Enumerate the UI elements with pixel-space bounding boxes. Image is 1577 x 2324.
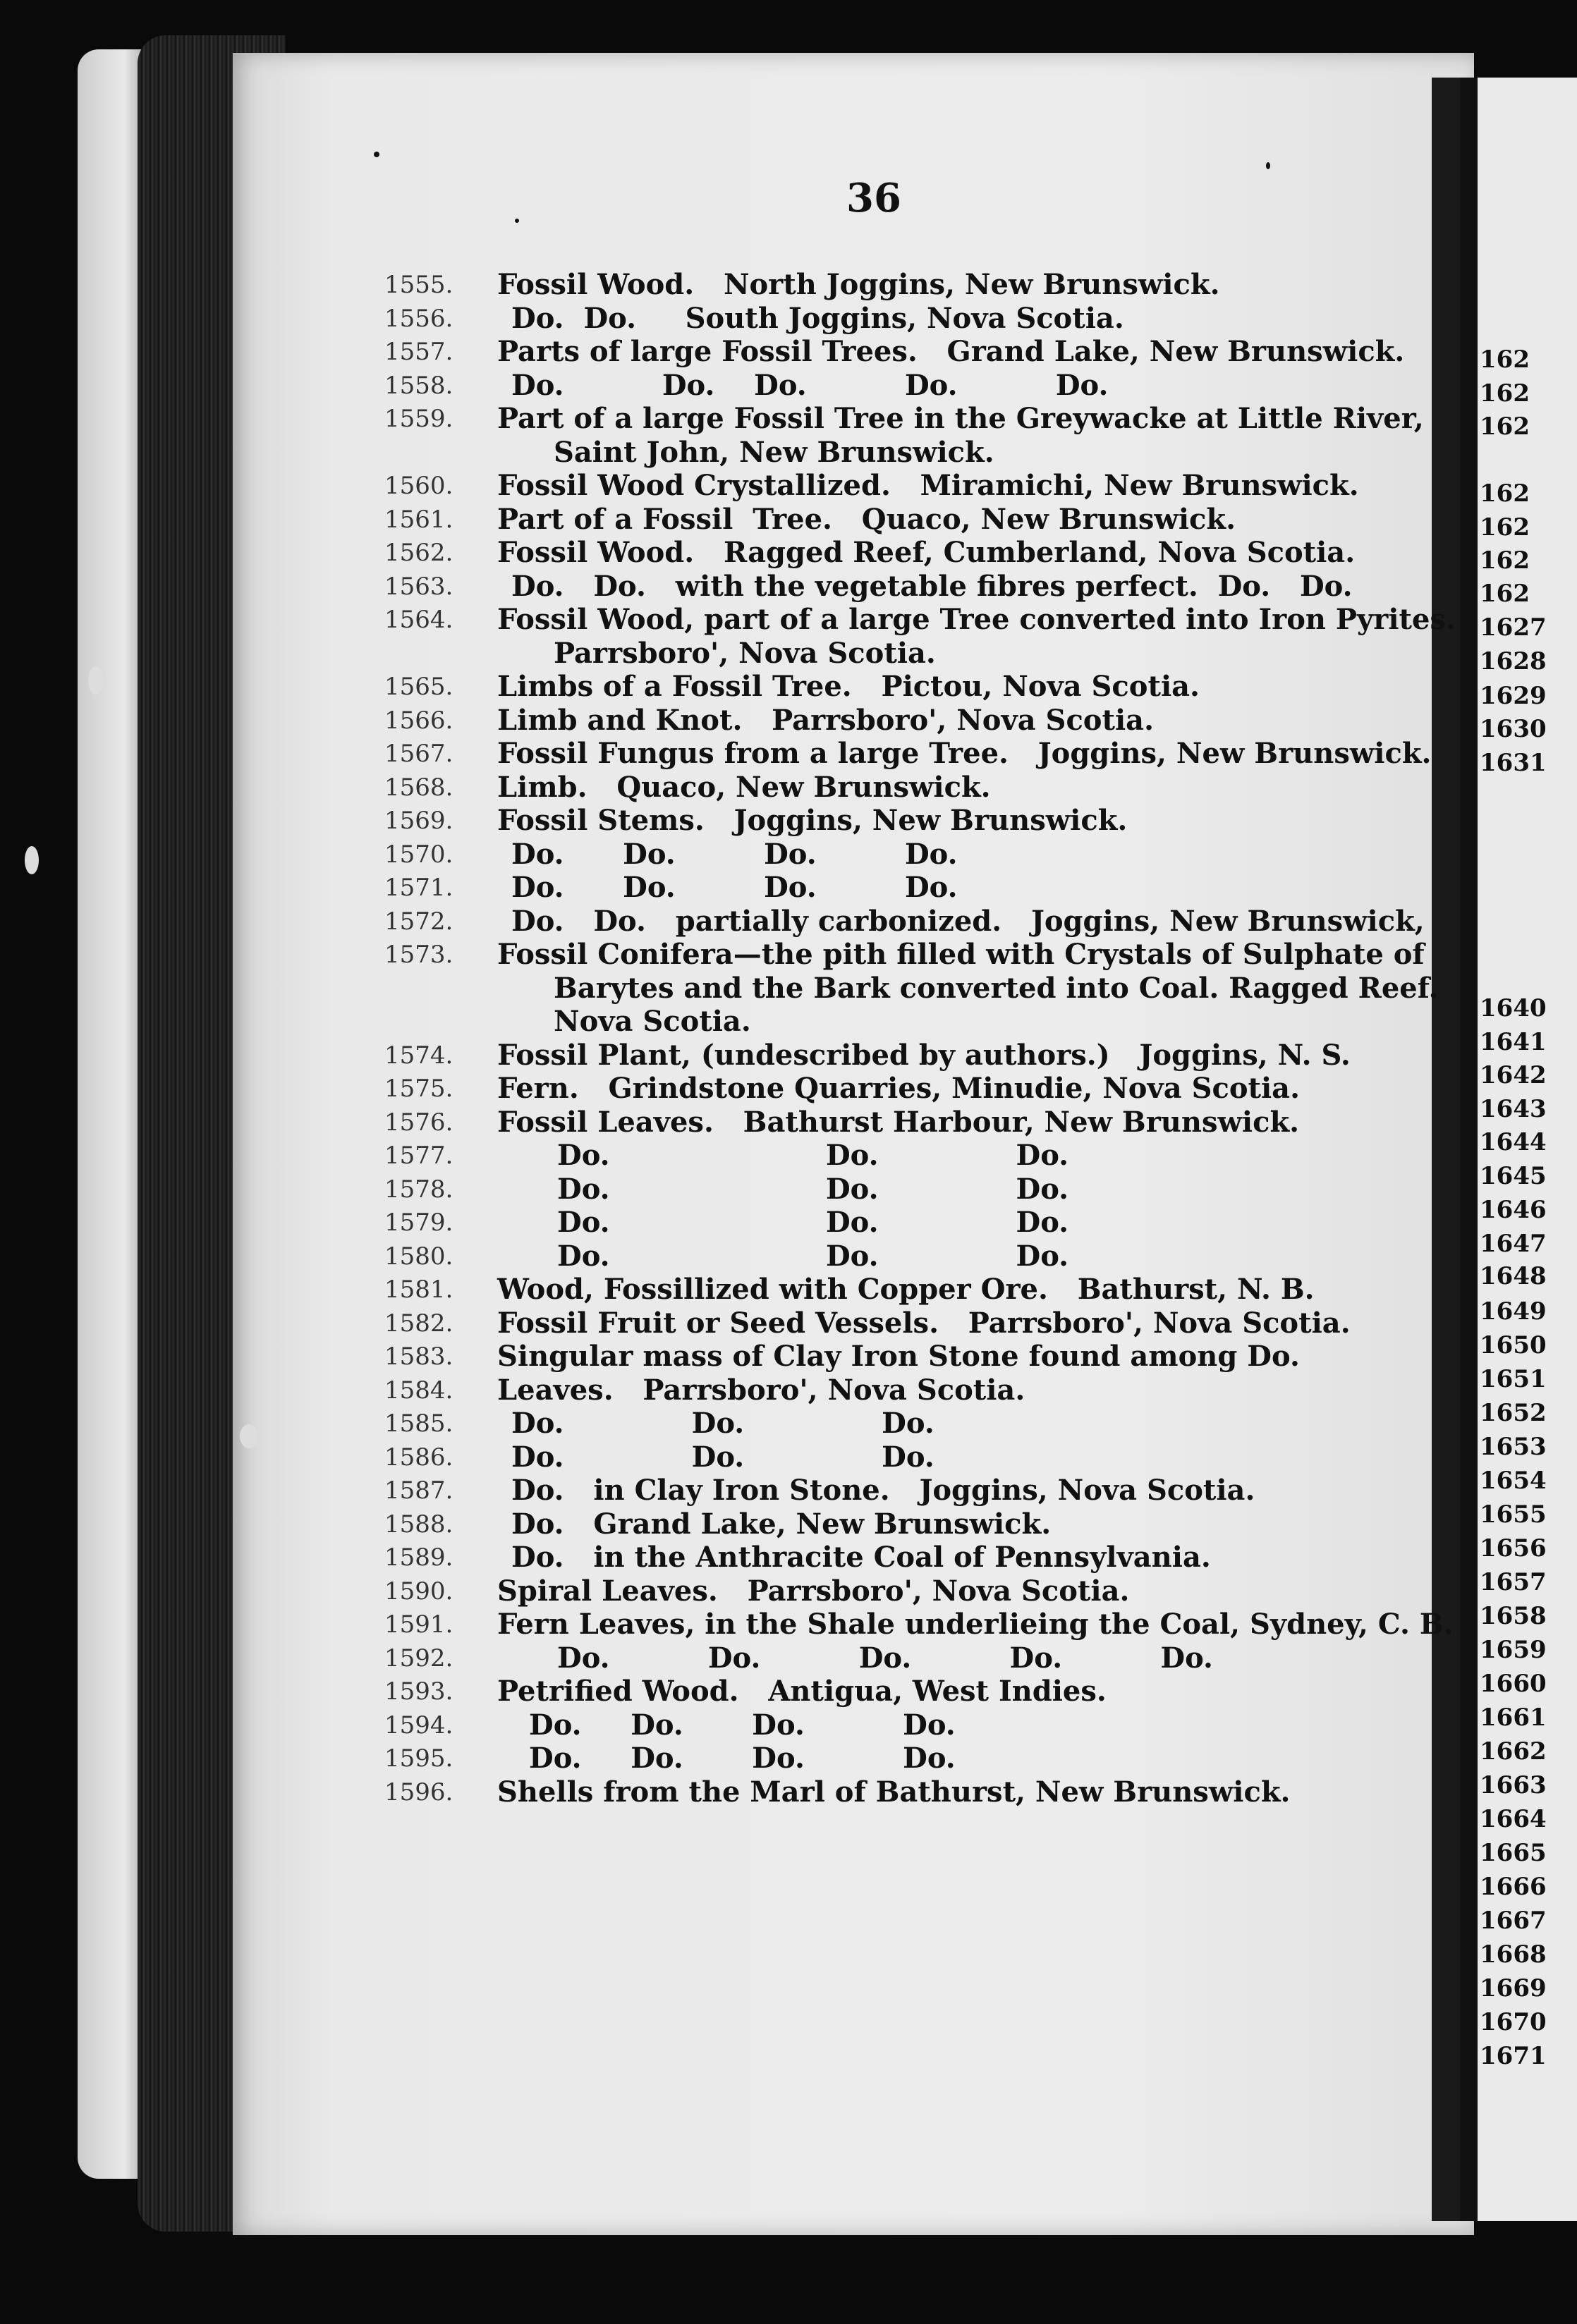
entry-number: 1561. — [384, 505, 453, 534]
paper-blemish — [240, 1424, 258, 1448]
entry-text: Do. Do. Do. — [557, 1172, 1069, 1206]
adjacent-page-number: 1628 — [1480, 647, 1547, 675]
entry-text: Do. Do. Do. Do. Do. — [557, 1641, 1213, 1675]
entry-text: Fossil Fungus from a large Tree. Joggins, New Brunswick. — [497, 737, 1432, 770]
entry-number: 1586. — [384, 1443, 453, 1472]
entry-text: Do. Grand Lake, New Brunswick. — [511, 1507, 1052, 1541]
entry-number: 1589. — [384, 1543, 453, 1572]
entry-text: Do. in the Anthracite Coal of Pennsylvania. — [511, 1541, 1211, 1574]
adjacent-page-number: 162 — [1480, 546, 1530, 575]
entry-text: Spiral Leaves. Parrsboro', Nova Scotia. — [497, 1574, 1130, 1608]
adjacent-page-number: 1642 — [1480, 1061, 1547, 1089]
adjacent-page-number: 1653 — [1480, 1433, 1547, 1461]
adjacent-page-number: 1643 — [1480, 1095, 1547, 1123]
adjacent-page-number: 162 — [1480, 379, 1530, 408]
adjacent-page-number: 1662 — [1480, 1737, 1547, 1766]
entry-text: Part of a Fossil Tree. Quaco, New Brunswick. — [497, 502, 1236, 536]
ink-speck — [515, 219, 519, 223]
entry-text: Parts of large Fossil Trees. Grand Lake, New Brunswick. — [497, 335, 1405, 368]
entry-number: 1591. — [384, 1610, 453, 1639]
entry-text: Do. Do. Do. — [557, 1139, 1069, 1172]
entry-number: 1564. — [384, 606, 453, 634]
adjacent-page-number: 1670 — [1480, 2008, 1547, 2036]
entry-continuation: Barytes and the Bark converted into Coal. Ragged Reef. — [554, 971, 1439, 1005]
entry-text: Do. Do. Do. Do. — [529, 1742, 956, 1775]
adjacent-page-number: 1631 — [1480, 749, 1547, 777]
entry-text: Leaves. Parrsboro', Nova Scotia. — [497, 1373, 1025, 1407]
adjacent-page-number: 162 — [1480, 345, 1530, 374]
entry-text: Fossil Wood, part of a large Tree converted into Iron Pyrites. — [497, 603, 1456, 636]
adjacent-page-number: 1658 — [1480, 1602, 1547, 1630]
adjacent-page-number: 1667 — [1480, 1907, 1547, 1935]
entry-number: 1571. — [384, 874, 453, 902]
entry-text: Fossil Leaves. Bathurst Harbour, New Brunswick. — [497, 1105, 1300, 1139]
entry-text: Do. in Clay Iron Stone. Joggins, Nova Scotia. — [511, 1474, 1255, 1507]
entry-text: Do. Do. South Joggins, Nova Scotia. — [511, 301, 1124, 335]
entry-text: Do. Do. partially carbonized. Joggins, New Brunswick, — [511, 904, 1425, 938]
adjacent-page-number: 1669 — [1480, 1974, 1547, 2002]
adjacent-page-number: 1641 — [1480, 1028, 1547, 1056]
entry-number: 1560. — [384, 472, 453, 500]
paper-blemish — [25, 846, 39, 874]
entry-text: Fossil Wood. Ragged Reef, Cumberland, Nova Scotia. — [497, 536, 1356, 569]
entry-number: 1572. — [384, 907, 453, 936]
entry-text: Fossil Stems. Joggins, New Brunswick. — [497, 804, 1128, 837]
entry-number: 1574. — [384, 1041, 453, 1070]
entry-text: Fossil Conifera—the pith filled with Crystals of Sulphate of — [497, 938, 1425, 971]
adjacent-page-number: 1651 — [1480, 1365, 1547, 1393]
adjacent-page-number: 1655 — [1480, 1500, 1547, 1529]
ink-speck — [1266, 162, 1270, 169]
entry-number: 1570. — [384, 840, 453, 869]
entry-number: 1557. — [384, 338, 453, 366]
entry-text: Petrified Wood. Antigua, West Indies. — [497, 1675, 1107, 1708]
entry-number: 1581. — [384, 1276, 453, 1304]
entry-continuation: Saint John, New Brunswick. — [554, 435, 994, 469]
entry-number: 1580. — [384, 1242, 453, 1271]
adjacent-page-number: 1652 — [1480, 1399, 1547, 1427]
entry-text: Fossil Wood Crystallized. Miramichi, New Brunswick. — [497, 469, 1359, 502]
entry-number: 1565. — [384, 673, 453, 701]
paper-blemish — [88, 666, 104, 695]
adjacent-page-number: 1647 — [1480, 1230, 1547, 1258]
adjacent-page-number: 1666 — [1480, 1873, 1547, 1901]
entry-number: 1593. — [384, 1677, 453, 1706]
adjacent-page-number: 1649 — [1480, 1297, 1547, 1326]
entry-text: Do. Do. Do. — [511, 1440, 934, 1474]
entry-text: Do. Do. with the vegetable fibres perfect. Do. Do. — [511, 569, 1353, 603]
adjacent-page-number: 1646 — [1480, 1196, 1547, 1224]
ink-speck — [374, 152, 379, 157]
adjacent-page-number: 1648 — [1480, 1262, 1547, 1290]
page-number: 36 — [846, 175, 901, 221]
entry-number: 1567. — [384, 740, 453, 768]
entry-continuation: Parrsboro', Nova Scotia. — [554, 636, 936, 670]
entry-number: 1596. — [384, 1778, 453, 1806]
adjacent-page-number: 1630 — [1480, 715, 1547, 743]
entry-number: 1573. — [384, 941, 453, 969]
entry-number: 1584. — [384, 1376, 453, 1405]
entry-number: 1566. — [384, 706, 453, 735]
entry-number: 1556. — [384, 304, 453, 333]
adjacent-page-number: 1654 — [1480, 1467, 1547, 1495]
adjacent-page-number: 162 — [1480, 513, 1530, 542]
adjacent-page-number: 1629 — [1480, 682, 1547, 710]
entry-number: 1583. — [384, 1343, 453, 1371]
entry-number: 1578. — [384, 1175, 453, 1204]
entry-text: Do. Do. Do. Do. Do. — [511, 368, 1109, 402]
entry-number: 1595. — [384, 1744, 453, 1773]
entry-number: 1558. — [384, 371, 453, 400]
entry-number: 1568. — [384, 773, 453, 802]
entry-text: Fossil Wood. North Joggins, New Brunswick. — [497, 268, 1220, 301]
adjacent-page-number: 1668 — [1480, 1940, 1547, 1969]
adjacent-page-number: 1627 — [1480, 613, 1547, 642]
adjacent-page-number: 1645 — [1480, 1162, 1547, 1190]
entry-text: Limb. Quaco, New Brunswick. — [497, 770, 991, 804]
entry-number: 1582. — [384, 1309, 453, 1338]
entry-text: Do. Do. Do. Do. — [529, 1708, 956, 1742]
adjacent-page-number: 1663 — [1480, 1771, 1547, 1799]
entry-number: 1563. — [384, 572, 453, 601]
entry-number: 1575. — [384, 1075, 453, 1103]
adjacent-page-number: 1665 — [1480, 1839, 1547, 1867]
entry-text: Singular mass of Clay Iron Stone found among Do. — [497, 1340, 1300, 1373]
entry-continuation: Nova Scotia. — [554, 1005, 751, 1038]
entry-number: 1587. — [384, 1476, 453, 1505]
entry-text: Do. Do. Do. — [557, 1239, 1069, 1273]
entry-number: 1588. — [384, 1510, 453, 1539]
entry-text: Do. Do. Do. Do. — [511, 871, 958, 904]
adjacent-page-number: 1671 — [1480, 2042, 1547, 2070]
entry-number: 1559. — [384, 405, 453, 433]
entry-text: Part of a large Fossil Tree in the Greywacke at Little River, — [497, 402, 1424, 435]
entry-text: Shells from the Marl of Bathurst, New Brunswick. — [497, 1775, 1291, 1809]
entry-number: 1585. — [384, 1409, 453, 1438]
entry-number: 1569. — [384, 807, 453, 835]
adjacent-page-number: 1659 — [1480, 1636, 1547, 1664]
entry-text: Wood, Fossillized with Copper Ore. Bathurst, N. B. — [497, 1273, 1315, 1306]
entry-text: Limb and Knot. Parrsboro', Nova Scotia. — [497, 703, 1154, 737]
adjacent-page-number: 1640 — [1480, 994, 1547, 1022]
entry-number: 1579. — [384, 1209, 453, 1237]
entry-number: 1555. — [384, 271, 453, 299]
entry-number: 1592. — [384, 1644, 453, 1672]
entry-text: Fossil Fruit or Seed Vessels. Parrsboro', Nova Scotia. — [497, 1306, 1351, 1340]
adjacent-page-number: 1644 — [1480, 1128, 1547, 1156]
entry-number: 1562. — [384, 539, 453, 567]
entry-number: 1577. — [384, 1142, 453, 1170]
adjacent-page-number: 162 — [1480, 479, 1530, 508]
entry-text: Do. Do. Do. Do. — [511, 837, 958, 871]
entry-number: 1590. — [384, 1577, 453, 1606]
entry-text: Do. Do. Do. — [557, 1206, 1069, 1239]
entry-number: 1576. — [384, 1108, 453, 1137]
adjacent-page-number: 1664 — [1480, 1805, 1547, 1833]
adjacent-page-number: 1657 — [1480, 1568, 1547, 1596]
adjacent-page-number: 1656 — [1480, 1534, 1547, 1562]
entry-text: Limbs of a Fossil Tree. Pictou, Nova Scotia. — [497, 670, 1200, 703]
adjacent-page-number: 162 — [1480, 580, 1530, 608]
entry-text: Fossil Plant, (undescribed by authors.) Joggins, N. S. — [497, 1038, 1351, 1072]
adjacent-page-number: 1661 — [1480, 1704, 1547, 1732]
entry-number: 1594. — [384, 1711, 453, 1739]
entry-text: Do. Do. Do. — [511, 1407, 934, 1440]
adjacent-page-number: 1650 — [1480, 1331, 1547, 1359]
entry-text: Fern. Grindstone Quarries, Minudie, Nova Scotia. — [497, 1072, 1301, 1105]
adjacent-page-number: 162 — [1480, 412, 1530, 441]
adjacent-page-number: 1660 — [1480, 1670, 1547, 1698]
entry-text: Fern Leaves, in the Shale underlieing the Coal, Sydney, C. B. — [497, 1608, 1454, 1641]
